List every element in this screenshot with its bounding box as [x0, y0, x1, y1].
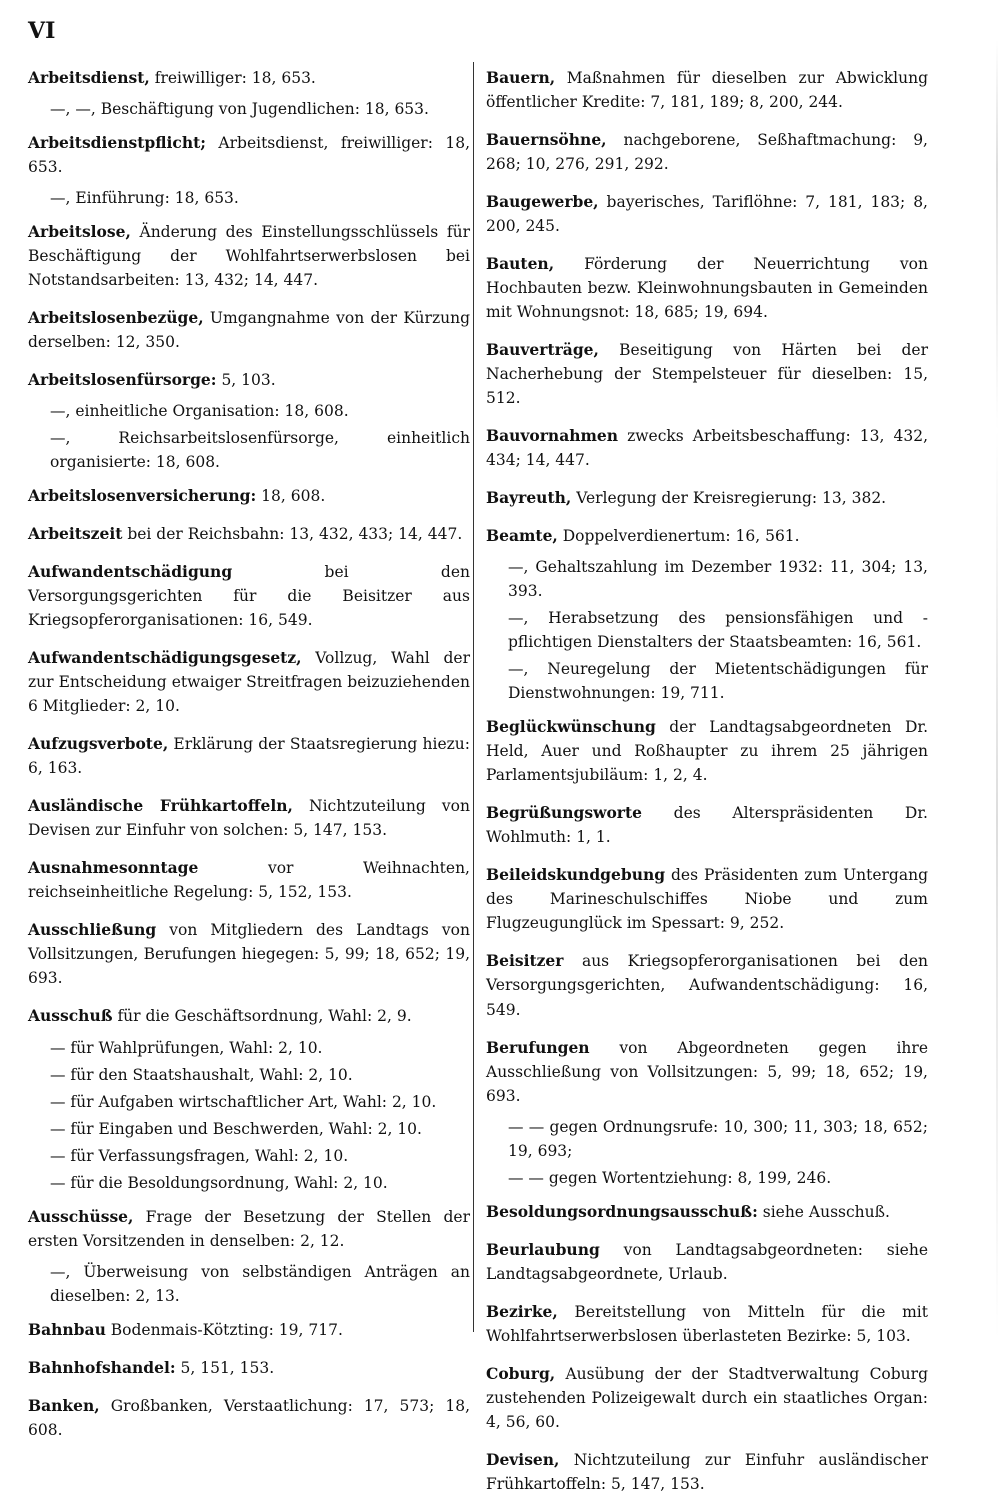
index-entry-text: Nichtzuteilung von Devisen zur Einfuhr von solchen: 5, 147, 153.: [28, 797, 470, 840]
index-entry: [28, 306, 470, 354]
index-entry-text: —, Gehaltszahlung im Dezember 1932: 11, 304; 13, 393.: [508, 558, 928, 601]
index-subentry: [50, 1063, 470, 1087]
index-entry-heading: Begrüßungsworte: [486, 803, 642, 823]
index-entry: [486, 801, 928, 849]
index-entry-text: Doppelverdienertum: 16, 561.: [557, 527, 800, 546]
index-entry-heading: Devisen,: [486, 1449, 560, 1469]
index-entry-text: — für den Staatshaushalt, Wahl: 2, 10.: [50, 1065, 353, 1084]
index-entry-text: Vollzug, Wahl der zur Entscheidung etwaiger Streitfragen beizuziehenden 6 Mitglieder: 2, 10.: [28, 649, 470, 716]
index-entry-heading: Bahnhofshandel:: [28, 1357, 176, 1377]
index-entry-heading: Coburg,: [486, 1363, 556, 1383]
index-entry-text: für die Geschäftsordnung, Wahl: 2, 9.: [112, 1007, 412, 1026]
index-entry: [486, 486, 928, 510]
index-entry-heading: Bezirke,: [486, 1301, 558, 1321]
index-subentry: [50, 1171, 470, 1195]
index-entry-text: aus Kriegsopferorganisationen bei den Versorgungsgerichten, Aufwandentschädigung: 16, 549.: [486, 952, 928, 1019]
index-entry: [28, 1004, 470, 1028]
index-entry: [28, 131, 470, 179]
index-entry-text: —, Herabsetzung des pensionsfähigen und -pflichtigen Dienstalters der Staatsbeamten: 16, 561.: [508, 609, 928, 652]
index-entry-text: Erklärung der Staatsregierung hiezu: 6, 163.: [28, 735, 470, 778]
index-entry: [486, 949, 928, 1021]
index-entry: [28, 484, 470, 508]
index-entry-text: — für Wahlprüfungen, Wahl: 2, 10.: [50, 1038, 323, 1057]
index-subentry: [50, 1090, 470, 1114]
index-entry-heading: Arbeitslosenversicherung:: [28, 486, 257, 506]
index-entry-heading: Beileidskundgebung: [486, 865, 666, 885]
index-entry-heading: Besoldungsordnungsausschuß:: [486, 1201, 758, 1221]
index-entry-text: des Alterspräsidenten Dr. Wohlmuth: 1, 1.: [486, 804, 928, 847]
index-entry-text: bei der Reichsbahn: 13, 432, 433; 14, 447.: [122, 525, 463, 544]
index-entry-heading: Ausnahmesonntage: [28, 858, 199, 878]
index-entry-text: der Landtagsabgeordneten Dr. Held, Auer und Roßhaupter zu ihrem 25 jährigen Parlamentsjubiläum: 1, 2, 4.: [486, 718, 928, 785]
index-entry: [28, 794, 470, 842]
index-entry-text: — für die Besoldungsordnung, Wahl: 2, 10.: [50, 1173, 388, 1192]
index-entry-text: 5, 103.: [216, 371, 276, 390]
index-entry-heading: Ausschließung: [28, 920, 157, 940]
index-entry-heading: Arbeitslosenbezüge,: [28, 308, 204, 328]
index-entry-text: von Abgeordneten gegen ihre Ausschließung von Vollsitzungen: 5, 99; 18, 652; 19, 693.: [486, 1038, 928, 1105]
index-entry: [486, 1200, 928, 1224]
index-entry-heading: Bahnbau: [28, 1319, 106, 1339]
index-entry-heading: Arbeitszeit: [28, 524, 123, 544]
index-entry-text: 5, 151, 153.: [175, 1358, 275, 1377]
index-entry-heading: Aufwandentschädigungsgesetz,: [28, 648, 302, 668]
index-entry-heading: Ausländische Frühkartoffeln,: [28, 796, 293, 816]
index-subentry: [50, 1117, 470, 1141]
index-entry: [486, 1448, 928, 1496]
index-entry-text: nachgeborene, Seßhaftmachung: 9, 268; 10, 276, 291, 292.: [486, 131, 928, 174]
index-entry: [486, 338, 928, 410]
index-entry-text: bayerisches, Tariflöhne: 7, 181, 183; 8, 200, 245.: [486, 193, 928, 236]
index-subentry: [50, 97, 470, 121]
index-entry: [28, 646, 470, 718]
index-entry-text: Ausübung der der Stadtverwaltung Coburg zustehenden Polizeigewalt durch ein staatliches Organ: 4, 56, 60.: [486, 1364, 928, 1431]
index-entry-text: Maßnahmen für dieselben zur Abwicklung öffentlicher Kredite: 7, 181, 189; 8, 200, 244.: [486, 69, 928, 112]
index-entry: [28, 66, 470, 90]
right-column: [486, 66, 928, 1510]
index-entry-text: —, —, Beschäftigung von Jugendlichen: 18, 653.: [50, 100, 429, 119]
index-entry-text: — für Verfassungsfragen, Wahl: 2, 10.: [50, 1146, 349, 1165]
index-entry: [486, 252, 928, 324]
index-entry-heading: Bayreuth,: [486, 488, 572, 508]
left-column: [28, 66, 470, 1456]
index-entry-heading: Arbeitslosenfürsorge:: [28, 370, 217, 390]
index-entry-heading: Arbeitsdienst,: [28, 68, 150, 87]
index-entry-text: Förderung der Neuerrichtung von Hochbauten bezw. Kleinwohnungsbauten in Gemeinden mit Wohnungsnot: 18, 685; 19, 694.: [486, 255, 928, 322]
index-entry: [486, 715, 928, 787]
index-entry: [486, 66, 928, 114]
index-entry-text: Bodenmais-Kötzting: 19, 717.: [105, 1320, 343, 1339]
index-entry-text: —, Neuregelung der Mietentschädigungen für Dienstwohnungen: 19, 711.: [508, 660, 928, 703]
index-entry: [28, 1356, 470, 1380]
index-entry: [486, 190, 928, 238]
index-entry: [486, 128, 928, 176]
index-subentry: [50, 1260, 470, 1308]
index-subentry: [508, 555, 928, 603]
index-entry-text: bei den Versorgungsgerichten für die Beisitzer aus Kriegsopferorganisationen: 16, 549.: [28, 563, 470, 630]
index-entry-text: — — gegen Ordnungsrufe: 10, 300; 11, 303; 18, 652; 19, 693;: [508, 1117, 928, 1160]
index-entry-text: Änderung des Einstellungsschlüssels für Beschäftigung der Wohlfahrtserwerbslosen bei Notstandsarbeiten: 13, 432; 14, 447.: [28, 223, 470, 290]
index-entry: [486, 424, 928, 472]
index-entry-text: freiwilliger: 18, 653.: [149, 69, 316, 87]
index-entry-text: — für Eingaben und Beschwerden, Wahl: 2, 10.: [50, 1119, 422, 1138]
index-entry-heading: Bauern,: [486, 68, 556, 87]
index-subentry: [50, 426, 470, 474]
index-entry-text: — — gegen Wortentziehung: 8, 199, 246.: [508, 1168, 832, 1187]
index-entry-heading: Beisitzer: [486, 951, 564, 971]
index-entry: [28, 1394, 470, 1442]
index-subentry: [508, 1115, 928, 1163]
index-entry-heading: Bauten,: [486, 254, 555, 274]
index-entry: [28, 220, 470, 292]
index-entry-text: —, Reichsarbeitslosenfürsorge, einheitlich organisierte: 18, 608.: [50, 429, 470, 472]
index-entry: [28, 368, 470, 392]
index-entry-text: —, Überweisung von selbständigen Anträgen an dieselben: 2, 13.: [50, 1262, 470, 1305]
index-entry: [486, 1362, 928, 1434]
index-entry-text: — für Aufgaben wirtschaftlicher Art, Wahl: 2, 10.: [50, 1092, 437, 1111]
index-entry-heading: Bauvornahmen: [486, 426, 619, 446]
index-entry: [486, 863, 928, 935]
index-entry-text: Umgangnahme von der Kürzung derselben: 12, 350.: [28, 309, 470, 352]
index-entry: [28, 856, 470, 904]
index-entry-heading: Arbeitsdienstpflicht;: [28, 133, 206, 153]
page-edge-shadow: [996, 40, 998, 1340]
index-entry-text: des Präsidenten zum Untergang des Marineschulschiffes Niobe und zum Flugzeugunglück im Spessart: 9, 252.: [486, 866, 928, 933]
index-entry-text: Verlegung der Kreisregierung: 13, 382.: [571, 489, 887, 508]
index-entry-text: zwecks Arbeitsbeschaffung: 13, 432, 434; 14, 447.: [486, 427, 928, 470]
index-entry-heading: Beglückwünschung: [486, 717, 656, 737]
index-entry-heading: Bauernsöhne,: [486, 130, 607, 150]
index-entry-heading: Baugewerbe,: [486, 192, 599, 212]
index-entry-heading: Ausschüsse,: [28, 1206, 134, 1226]
index-entry: [486, 1300, 928, 1348]
index-entry-text: Bereitstellung von Mitteln für die mit Wohlfahrtserwerbslosen überlasteten Bezirke: 5, 103.: [486, 1302, 928, 1345]
index-entry-text: Frage der Besetzung der Stellen der ersten Vorsitzenden in denselben: 2, 12.: [28, 1207, 470, 1250]
index-entry-heading: Banken,: [28, 1395, 100, 1415]
index-entry-text: Beseitigung von Härten bei der Nacherhebung der Stempelsteuer für dieselben: 15, 512.: [486, 341, 928, 408]
index-subentry: [508, 606, 928, 654]
index-entry-heading: Aufzugsverbote,: [28, 734, 169, 754]
index-entry: [28, 560, 470, 632]
column-divider: [473, 62, 474, 1332]
index-entry: [28, 1318, 470, 1342]
index-subentry: [50, 399, 470, 423]
index-subentry: [50, 186, 470, 210]
index-entry: [486, 1036, 928, 1108]
index-entry-text: Großbanken, Verstaatlichung: 17, 573; 18, 608.: [28, 1396, 470, 1439]
index-entry-heading: Berufungen: [486, 1037, 590, 1057]
index-entry: [486, 524, 928, 548]
index-entry-text: 18, 608.: [256, 487, 326, 506]
index-entry-heading: Ausschuß: [28, 1006, 113, 1026]
index-entry: [28, 1205, 470, 1253]
index-subentry: [508, 657, 928, 705]
index-entry-text: Nichtzuteilung zur Einfuhr ausländischer Frühkartoffeln: 5, 147, 153.: [486, 1450, 928, 1493]
index-entry-text: Arbeitsdienst, freiwilliger: 18, 653.: [28, 134, 470, 177]
index-entry-heading: Bauverträge,: [486, 340, 599, 360]
index-entry-heading: Beamte,: [486, 526, 558, 546]
index-subentry: [508, 1166, 928, 1190]
index-entry-text: vor Weihnachten, reichseinheitliche Regelung: 5, 152, 153.: [28, 859, 470, 902]
index-entry: [28, 732, 470, 780]
index-subentry: [50, 1036, 470, 1060]
index-entry-text: von Mitgliedern des Landtags von Vollsitzungen, Berufungen hiegegen: 5, 99; 18, 652; 19, 693.: [28, 921, 470, 988]
index-entry-heading: Beurlaubung: [486, 1239, 600, 1259]
index-entry: [486, 1238, 928, 1286]
index-entry-text: von Landtagsabgeordneten: siehe Landtagsabgeordnete, Urlaub.: [486, 1240, 928, 1283]
index-entry-heading: Aufwandentschädigung: [28, 562, 233, 582]
index-entry-text: —, einheitliche Organisation: 18, 608.: [50, 402, 349, 421]
index-entry-text: —, Einführung: 18, 653.: [50, 189, 239, 208]
page-number: VI: [28, 18, 56, 44]
index-entry-heading: Arbeitslose,: [28, 222, 131, 242]
index-entry: [28, 522, 470, 546]
index-entry-text: siehe Ausschuß.: [757, 1202, 890, 1221]
index-entry: [28, 918, 470, 990]
index-subentry: [50, 1144, 470, 1168]
